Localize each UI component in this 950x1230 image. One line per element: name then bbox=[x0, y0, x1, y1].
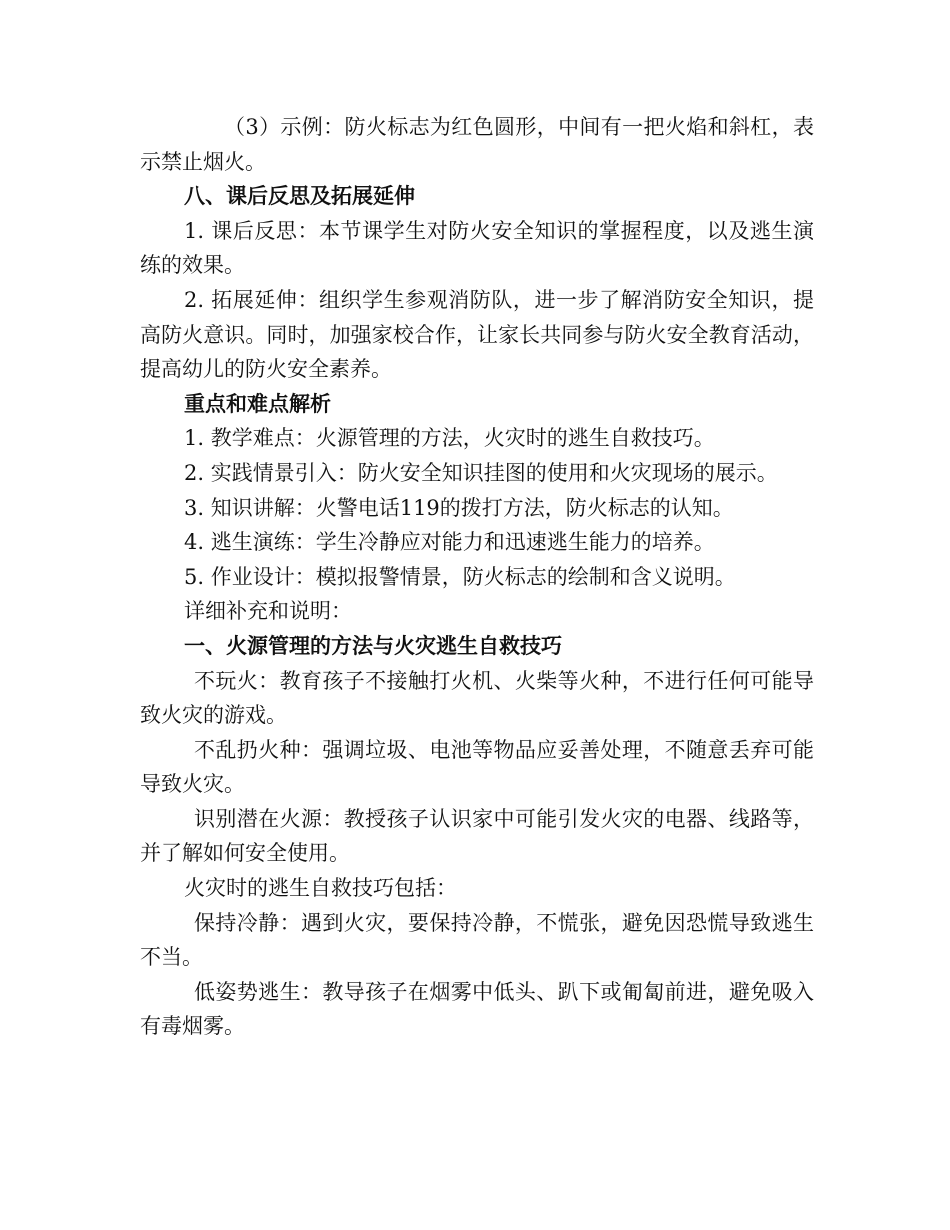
paragraph-no-littering-fire: 不乱扔火种：强调垃圾、电池等物品应妥善处理，不随意丢弃可能导致火灾。 bbox=[140, 737, 814, 797]
paragraph-reflection: 1. 课后反思：本节课学生对防火安全知识的掌握程度，以及逃生演练的效果。 bbox=[140, 218, 814, 278]
paragraph-stay-calm: 保持冷静：遇到火灾，要保持冷静，不慌张，避免因恐慌导致逃生不当。 bbox=[140, 910, 814, 970]
paragraph-example-fire-sign: （3）示例：防火标志为红色圆形，中间有一把火焰和斜杠，表示禁止烟火。 bbox=[140, 115, 814, 174]
list-item-knowledge-explanation: 3. 知识讲解：火警电话119的拨打方法，防火标志的认知。 bbox=[184, 495, 734, 520]
list-item-scenario-introduction: 2. 实践情景引入：防火安全知识挂图的使用和火灾现场的展示。 bbox=[184, 460, 778, 485]
heading-key-difficult-points: 重点和难点解析 bbox=[184, 390, 331, 416]
paragraph-supplement-intro: 详细补充和说明： bbox=[184, 599, 352, 624]
list-item-escape-drill: 4. 逃生演练：学生冷静应对能力和迅速逃生能力的培养。 bbox=[184, 530, 715, 555]
list-item-homework-design: 5. 作业设计：模拟报警情景，防火标志的绘制和含义说明。 bbox=[184, 564, 736, 589]
paragraph-identify-hazards: 识别潜在火源：教授孩子认识家中可能引发火灾的电器、线路等，并了解如何安全使用。 bbox=[140, 806, 814, 866]
list-item-teaching-difficulty: 1. 教学难点：火源管理的方法，火灾时的逃生自救技巧。 bbox=[184, 426, 715, 451]
heading-fire-source-management: 一、火源管理的方法与火灾逃生自救技巧 bbox=[184, 632, 562, 658]
paragraph-low-posture-escape: 低姿势逃生：教导孩子在烟雾中低头、趴下或匍匐前进，避免吸入有毒烟雾。 bbox=[140, 979, 814, 1039]
document-body bbox=[140, 110, 814, 1044]
heading-reflection-extension: 八、课后反思及拓展延伸 bbox=[184, 183, 415, 209]
paragraph-no-playing-fire: 不玩火：教育孩子不接触打火机、火柴等火种，不进行任何可能导致火灾的游戏。 bbox=[140, 668, 814, 728]
paragraph-escape-skills-intro: 火灾时的逃生自救技巧包括： bbox=[184, 876, 457, 901]
paragraph-extension: 2. 拓展延伸：组织学生参观消防队，进一步了解消防安全知识，提高防火意识。同时，加强家校合作，让家长共同参与防火安全教育活动，提高幼儿的防火安全素养。 bbox=[140, 287, 814, 382]
